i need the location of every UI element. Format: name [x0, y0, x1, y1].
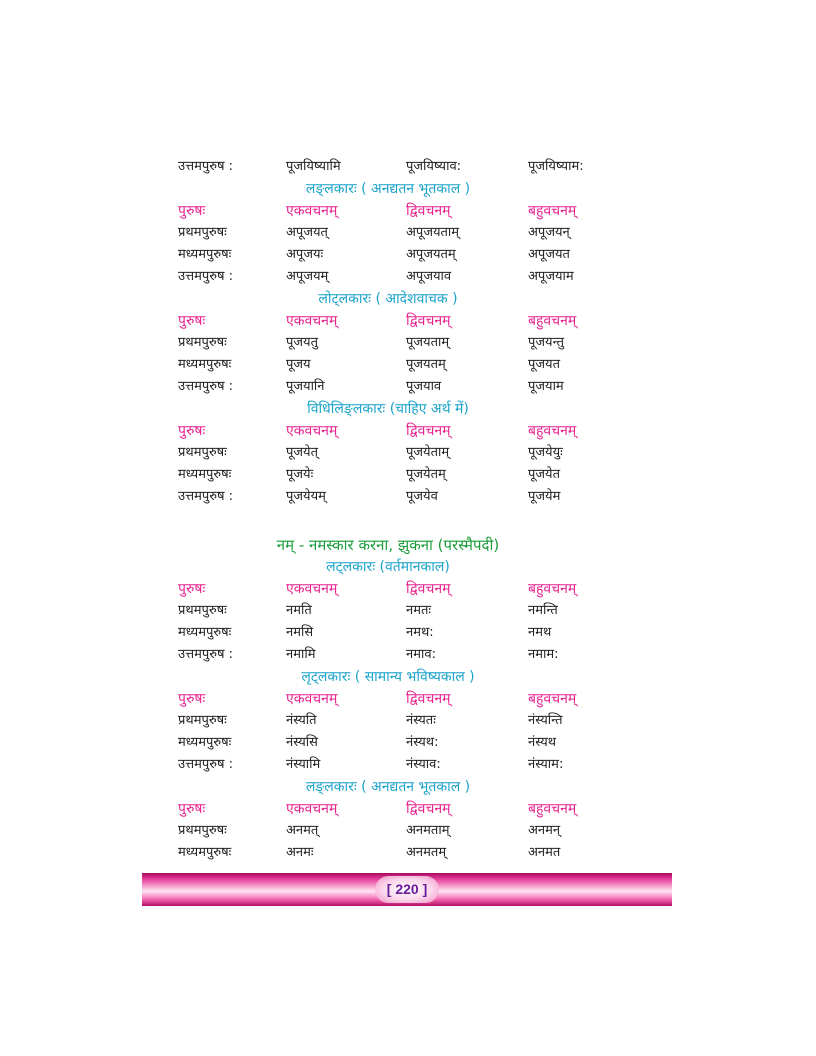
verb-heading: नम् - नमस्कार करना, झुकना (परस्मैपदी) [276, 536, 500, 554]
table-row [178, 600, 598, 622]
person-cell: उत्तमपुरुष : [178, 647, 234, 662]
dual-cell: पूजयाव [406, 379, 442, 394]
table-row [178, 754, 598, 776]
page-number: [ 220 ] [375, 876, 439, 903]
singular-cell: अनमः [286, 845, 314, 860]
dual-cell: अनमताम् [406, 823, 450, 838]
person-cell: उत्तमपुरुष : [178, 489, 234, 504]
header-singular: एकवचनम् [286, 581, 338, 597]
plural-cell: नंस्याम: [528, 757, 564, 772]
table-row [178, 354, 598, 376]
table-row [178, 486, 598, 508]
table-row [178, 732, 598, 754]
table-row [178, 842, 598, 864]
person-cell: प्रथमपुरुषः [178, 225, 227, 240]
header-plural: बहुवचनम् [528, 423, 577, 439]
plural-cell: अपूजयत [528, 247, 570, 262]
person-cell: मध्यमपुरुषः [178, 735, 232, 750]
singular-cell: पूजयतु [286, 335, 318, 350]
table-row [178, 820, 598, 842]
person-cell: मध्यमपुरुषः [178, 625, 232, 640]
dual-cell: नमतः [406, 603, 432, 618]
dual-cell: पूजयेतम् [406, 467, 446, 482]
table-row [178, 710, 598, 732]
header-person: पुरुषः [178, 423, 206, 439]
plural-cell: पूजयाम [528, 379, 564, 394]
table-row [178, 464, 598, 486]
plural-cell: पूजयेयुः [528, 445, 563, 460]
header-dual: द्विवचनम् [406, 581, 451, 597]
plural-cell: पूजयेत [528, 467, 560, 482]
header-plural: बहुवचनम् [528, 801, 577, 817]
plural-cell: पूजयन्तु [528, 335, 564, 350]
person-cell: मध्यमपुरुषः [178, 357, 232, 372]
plural-cell: अनमत [528, 845, 561, 860]
table-row [178, 332, 598, 354]
person-cell: उत्तमपुरुष : [178, 379, 234, 394]
header-dual: द्विवचनम् [406, 691, 451, 707]
plural-cell: नंस्यन्ति [528, 713, 563, 728]
person-cell: उत्तमपुरुष : [178, 159, 234, 174]
header-person: पुरुषः [178, 801, 206, 817]
section-title: लोट्लकारः ( आदेशवाचक ) [318, 291, 458, 307]
header-singular: एकवचनम् [286, 423, 338, 439]
singular-cell: नंस्यति [286, 713, 317, 728]
column-header [178, 200, 598, 222]
plural-cell: पूजयत [528, 357, 560, 372]
plural-cell: अपूजयन् [528, 225, 570, 240]
conjugation-content [178, 156, 598, 864]
table-row [178, 266, 598, 288]
header-dual: द्विवचनम् [406, 203, 451, 219]
column-header [178, 798, 598, 820]
column-header [178, 688, 598, 710]
table-row [178, 244, 598, 266]
plural-cell: पूजयेम [528, 489, 561, 504]
dual-cell: पूजयिष्याव: [406, 159, 462, 174]
header-plural: बहुवचनम् [528, 691, 577, 707]
singular-cell: पूजयेयम् [286, 489, 326, 504]
person-cell: प्रथमपुरुषः [178, 713, 227, 728]
plural-cell: नमथ [528, 625, 552, 640]
singular-cell: पूजयानि [286, 379, 325, 394]
table-row [178, 442, 598, 464]
singular-cell: नंस्यामि [286, 757, 321, 772]
person-cell: मध्यमपुरुषः [178, 247, 232, 262]
singular-cell: अपूजयम् [286, 269, 329, 284]
table-row [178, 622, 598, 644]
plural-cell: नंस्यथ [528, 735, 557, 750]
dual-cell: नंस्यथ: [406, 735, 439, 750]
singular-cell: अपूजयः [286, 247, 324, 262]
dual-cell: अनमतम् [406, 845, 447, 860]
dual-cell: नंस्यतः [406, 713, 436, 728]
page-footer-band [142, 873, 672, 906]
person-cell: प्रथमपुरुषः [178, 823, 227, 838]
person-cell: प्रथमपुरुषः [178, 445, 227, 460]
header-person: पुरुषः [178, 581, 206, 597]
dual-cell: पूजयेव [406, 489, 438, 504]
plural-cell: पूजयिष्याम: [528, 159, 584, 174]
column-header [178, 420, 598, 442]
spacer [178, 508, 598, 534]
singular-cell: पूजय [286, 357, 311, 372]
table-row [178, 156, 598, 178]
header-singular: एकवचनम् [286, 801, 338, 817]
person-cell: मध्यमपुरुषः [178, 845, 232, 860]
section-title: विधिलिङ्लकारः (चाहिए अर्थ में) [307, 401, 469, 417]
singular-cell: पूजयेः [286, 467, 314, 482]
person-cell: प्रथमपुरुषः [178, 603, 227, 618]
header-person: पुरुषः [178, 203, 206, 219]
singular-cell: नमामि [286, 647, 316, 662]
header-dual: द्विवचनम् [406, 423, 451, 439]
section-title: लङ्लकारः ( अनद्यतन भूतकाल ) [305, 779, 471, 795]
person-cell: उत्तमपुरुष : [178, 269, 234, 284]
header-plural: बहुवचनम् [528, 581, 577, 597]
singular-cell: पूजयिष्यामि [286, 159, 341, 174]
header-singular: एकवचनम् [286, 691, 338, 707]
singular-cell: अपूजयत् [286, 225, 328, 240]
header-plural: बहुवचनम् [528, 313, 577, 329]
singular-cell: पूजयेत् [286, 445, 318, 460]
singular-cell: नमति [286, 603, 312, 618]
singular-cell: अनमत् [286, 823, 319, 838]
section-title: लृट्लकारः ( सामान्य भविष्यकाल ) [301, 669, 475, 685]
dual-cell: पूजयेताम् [406, 445, 450, 460]
dual-cell: पूजयताम् [406, 335, 450, 350]
header-singular: एकवचनम् [286, 313, 338, 329]
header-person: पुरुषः [178, 313, 206, 329]
person-cell: उत्तमपुरुष : [178, 757, 234, 772]
singular-cell: नंस्यसि [286, 735, 318, 750]
header-dual: द्विवचनम् [406, 801, 451, 817]
dual-cell: अपूजयताम् [406, 225, 460, 240]
column-header [178, 310, 598, 332]
header-singular: एकवचनम् [286, 203, 338, 219]
person-cell: मध्यमपुरुषः [178, 467, 232, 482]
plural-cell: नमन्ति [528, 603, 558, 618]
table-row [178, 222, 598, 244]
section-title: लट्लकारः (वर्तमानकाल) [326, 559, 450, 575]
dual-cell: अपूजयाव [406, 269, 452, 284]
dual-cell: अपूजयतम् [406, 247, 456, 262]
table-row [178, 376, 598, 398]
plural-cell: अनमन् [528, 823, 561, 838]
plural-cell: अपूजयाम [528, 269, 574, 284]
header-plural: बहुवचनम् [528, 203, 577, 219]
plural-cell: नमाम: [528, 647, 559, 662]
column-header [178, 578, 598, 600]
dual-cell: नंस्याव: [406, 757, 441, 772]
section-title: लङ्लकारः ( अनद्यतन भूतकाल ) [305, 181, 471, 197]
header-dual: द्विवचनम् [406, 313, 451, 329]
dual-cell: पूजयतम् [406, 357, 446, 372]
dual-cell: नमथ: [406, 625, 434, 640]
table-row [178, 644, 598, 666]
person-cell: प्रथमपुरुषः [178, 335, 227, 350]
header-person: पुरुषः [178, 691, 206, 707]
dual-cell: नमाव: [406, 647, 436, 662]
singular-cell: नमसि [286, 625, 314, 640]
